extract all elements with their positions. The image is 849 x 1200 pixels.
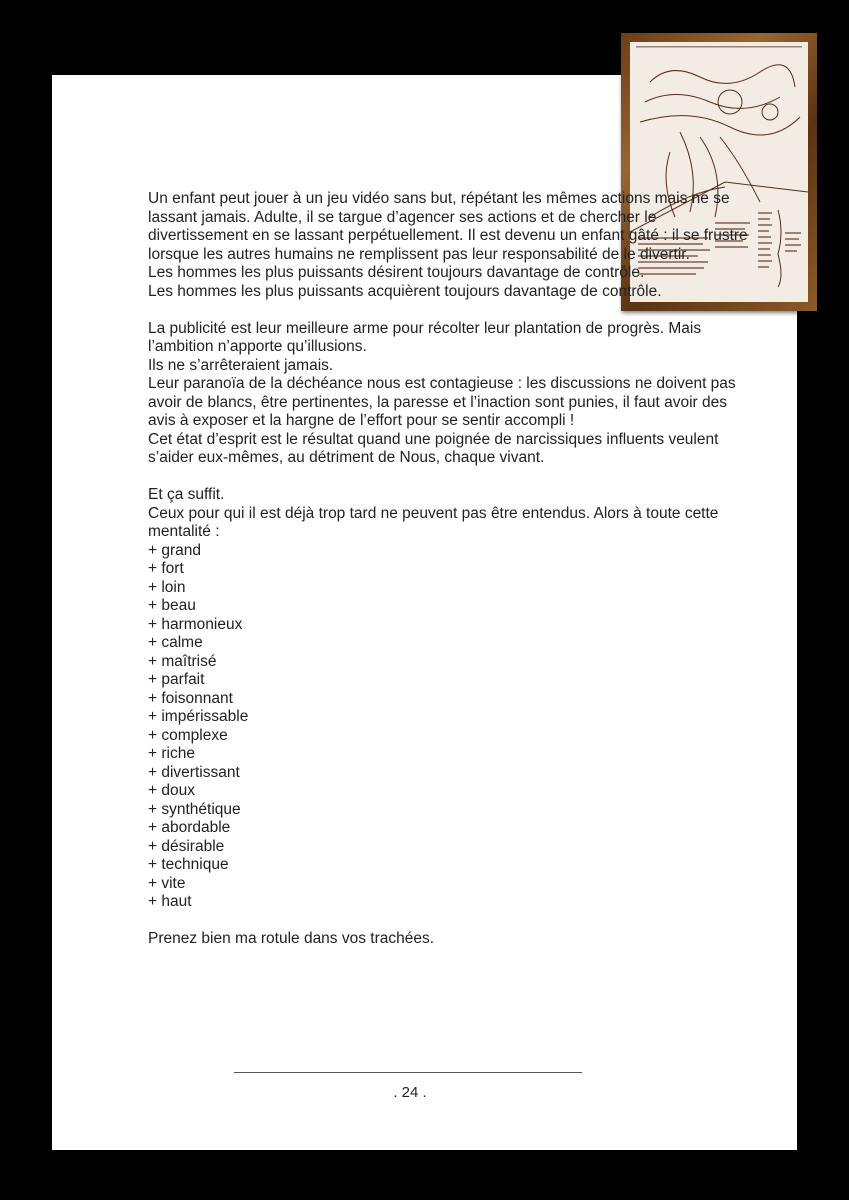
- page-number: . 24 .: [393, 1084, 427, 1101]
- list-item: + harmonieux: [148, 615, 243, 633]
- list-item: + complexe: [148, 726, 228, 744]
- list-item: + beau: [148, 597, 196, 614]
- list-item: + calme: [148, 634, 203, 651]
- paragraph: Ceux pour qui il est déjà trop tard ne peuvent pas être entendus. Alors à toute cette mentalité :: [148, 504, 719, 540]
- paragraph: Les hommes les plus puissants désirent toujours davantage de contrôle.: [148, 264, 645, 281]
- paragraph: Ils ne s’arrêteraient jamais.: [148, 356, 334, 374]
- list-item: + vite: [148, 874, 186, 892]
- adjective-list: [148, 542, 748, 912]
- list-item: + abordable: [148, 819, 231, 836]
- paragraph: Les hommes les plus puissants acquièrent toujours davantage de contrôle.: [148, 282, 662, 300]
- list-item: + foisonnant: [148, 689, 233, 707]
- list-item: + doux: [148, 782, 195, 799]
- paragraph: Leur paranoïa de la déchéance nous est contagieuse : les discussions ne doivent pas avoir de blancs, être pertinentes, la paresse et l’inaction sont punies, il faut avoir des avis à exposer et la hargne de l’effort pour se sentir accompli !: [148, 375, 736, 429]
- list-item: + fort: [148, 560, 184, 577]
- paragraph: La publicité est leur meilleure arme pour récolter leur plantation de progrès. Mais l’ambition n’apporte qu’illusions.: [148, 319, 702, 355]
- list-item: + parfait: [148, 671, 205, 688]
- closing-line: Prenez bien ma rotule dans vos trachées.: [148, 930, 435, 947]
- list-item: + loin: [148, 578, 186, 596]
- footer-divider: [234, 1072, 582, 1073]
- body-text: [148, 190, 748, 949]
- paragraph: Un enfant peut jouer à un jeu vidéo sans but, répétant les mêmes actions mais ne se lassant jamais. Adulte, il se targue d’agencer ses actions et de chercher le divertissement en se lassant perpétuellement. Il est devenu un enfant gâté : il se frustre lorsque les autres humains ne remplissent pas leur responsabilité de le divertir.: [148, 190, 748, 263]
- list-item: + impérissable: [148, 708, 249, 725]
- paragraph: Cet état d’esprit est le résultat quand une poignée de narcissiques influents veulent s’aider eux-mêmes, au détriment de Nous, chaque vivant.: [148, 430, 719, 466]
- list-item: + synthétique: [148, 800, 241, 818]
- list-item: + riche: [148, 745, 195, 762]
- list-item: + maîtrisé: [148, 652, 217, 670]
- list-item: + technique: [148, 856, 229, 873]
- list-item: + divertissant: [148, 763, 240, 781]
- list-item: + haut: [148, 893, 192, 910]
- paragraph: Et ça suffit.: [148, 486, 225, 503]
- list-item: + grand: [148, 541, 202, 559]
- list-item: + désirable: [148, 837, 225, 855]
